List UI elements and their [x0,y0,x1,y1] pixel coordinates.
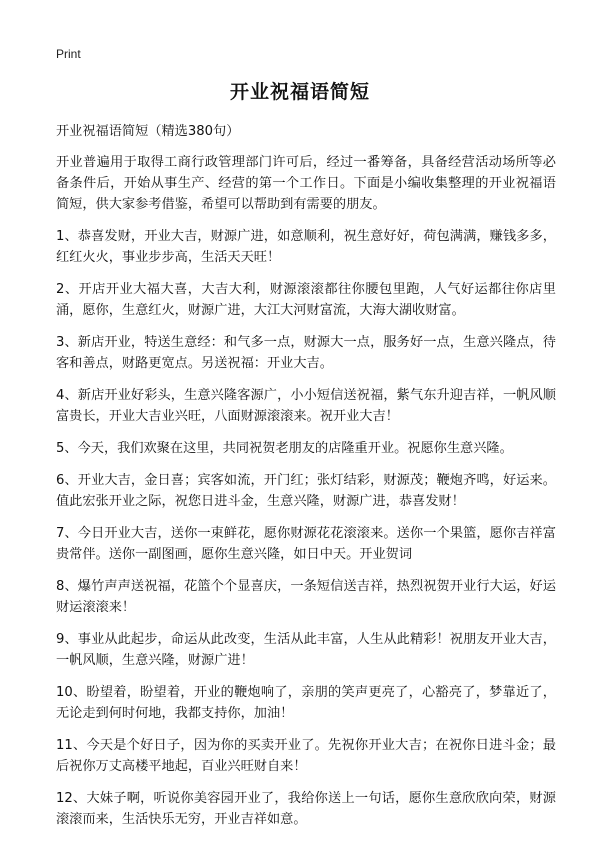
list-item: 1、恭喜发财，开业大吉，财源广进，如意顺利，祝生意好好，荷包满满，赚钱多多，红红火火，事业步步高，生活天天旺！ [56,229,556,265]
list-item: 8、爆竹声声送祝福，花篮个个显喜庆，一条短信送吉祥，热烈祝贺开业行大运，好运财运滚滚来！ [56,579,556,615]
intro-paragraph: 开业普遍用于取得工商行政管理部门许可后，经过一番筹备，具备经营活动场所等必备条件后，开始从事生产、经营的第一个工作日。下面是小编收集整理的开业祝福语简短，供大家参考借鉴，希望可以帮助到有需要的朋友。 [56,155,556,212]
print-link[interactable]: Print [56,47,81,61]
list-item: 6、开业大吉，金日喜；宾客如流，开门红；张灯结彩，财源茂；鞭炮齐鸣，好运来。值此宏张开业之际，祝您日进斗金，生意兴隆，财源广进，恭喜发财！ [56,473,556,509]
list-item: 9、事业从此起步，命运从此改变，生活从此丰富，人生从此精彩！祝朋友开业大吉，一帆风顺，生意兴隆，财源广进！ [56,632,556,668]
page-title: 开业祝福语简短 [229,81,370,103]
list-item: 4、新店开业好彩头，生意兴隆客源广，小小短信送祝福，紫气东升迎吉祥，一帆风顺富贵长，开业大吉业兴旺，八面财源滚滚来。祝开业大吉！ [56,388,556,424]
list-item: 7、今日开业大吉，送你一束鲜花，愿你财源花花滚滚来。送你一个果篮，愿你吉祥富贵常伴。送你一副图画，愿你生意兴隆，如日中天。开业贺词 [56,526,556,562]
article-body [56,122,556,841]
list-item: 2、开店开业大福大喜，大吉大利，财源滚滚都往你腰包里跑，人气好运都往你店里涌，愿你，生意红火，财源广进，大江大河财富流，大海大湖收财富。 [56,282,556,318]
list-item: 11、今天是个好日子，因为你的买卖开业了。先祝你开业大吉；在祝你日进斗金；最后祝你万丈高楼平地起，百业兴旺财自来！ [56,738,556,774]
list-item: 12、大妹子啊，听说你美容园开业了，我给你送上一句话，愿你生意欣欣向荣，财源滚滚而来，生活快乐无穷，开业吉祥如意。 [56,791,556,827]
list-item: 5、今天，我们欢聚在这里，共同祝贺老朋友的店隆重开业。祝愿你生意兴隆。 [56,441,513,456]
list-item: 3、新店开业，特送生意经：和气多一点，财源大一点，服务好一点，生意兴隆点，待客和善点，财路更宽点。另送祝福：开业大吉。 [56,335,556,371]
list-item: 10、盼望着，盼望着，开业的鞭炮响了，亲朋的笑声更亮了，心豁亮了，梦靠近了，无论走到何时何地，我都支持你，加油！ [56,685,556,721]
article-subtitle: 开业祝福语简短（精选380句） [56,124,240,139]
